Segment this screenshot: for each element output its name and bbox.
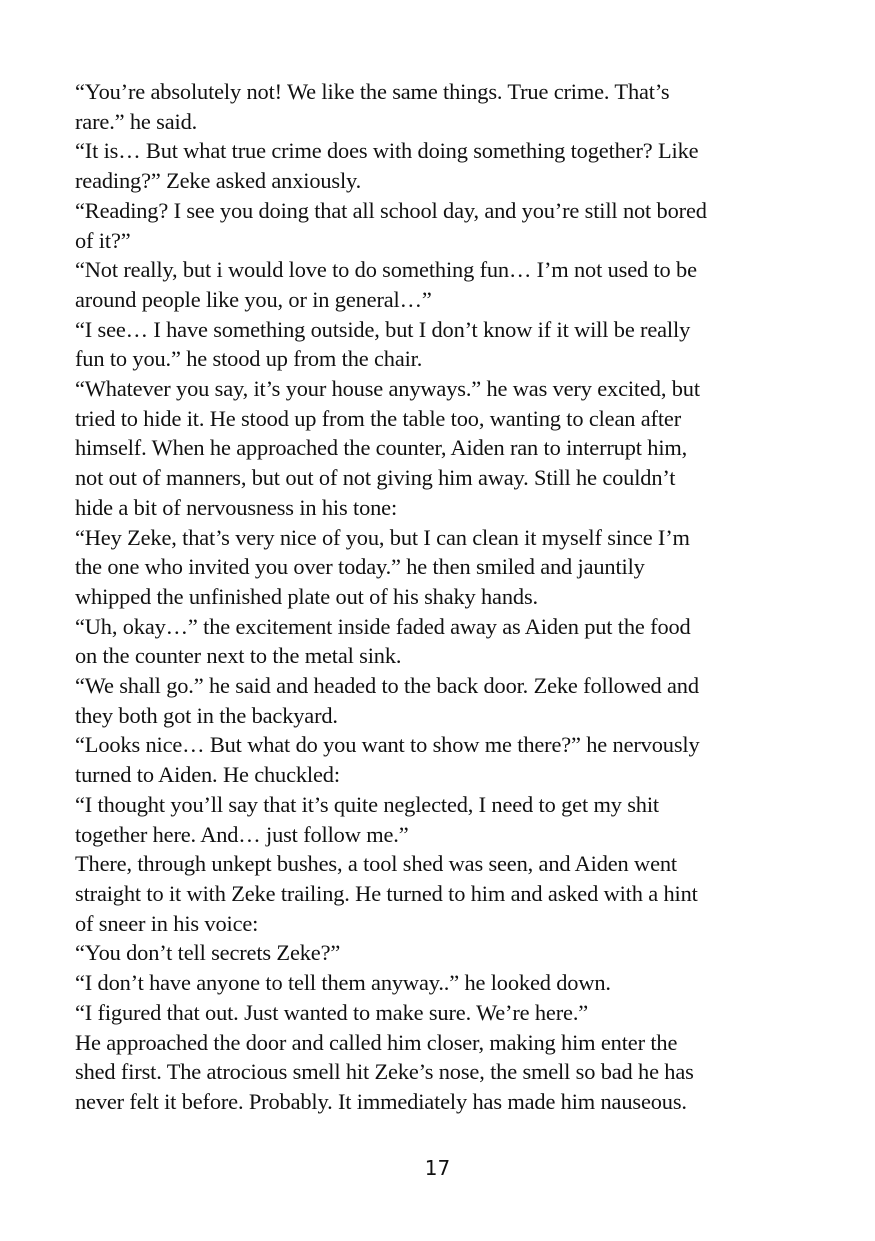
text-line: There, through unkept bushes, a tool shed was seen, and Aiden went [75,851,677,877]
text-line: “I thought you’ll say that it’s quite neglected, I need to get my shit [75,791,659,817]
paragraph [75,315,805,374]
paragraph [75,374,805,523]
paragraph [75,790,805,849]
page-number: 17 [424,1156,451,1180]
text-line: “Whatever you say, it’s your house anyways.” he was very excited, but [75,376,700,402]
text-line: “I figured that out. Just wanted to make sure. We’re here.” [75,999,589,1025]
paragraph [75,1028,805,1117]
text-line: fun to you.” he stood up from the chair. [75,346,423,372]
text-line: the one who invited you over today.” he then smiled and jauntily [75,554,645,580]
body-text [75,77,805,1117]
text-line: “Uh, okay…” the excitement inside faded away as Aiden put the food [75,613,691,639]
text-line: straight to it with Zeke trailing. He turned to him and asked with a hint [75,880,698,906]
text-line: shed first. The atrocious smell hit Zeke’s nose, the smell so bad he has [75,1059,694,1085]
paragraph [75,849,805,938]
text-line: “Not really, but i would love to do something fun… I’m not used to be [75,257,697,283]
text-line: of it?” [75,227,131,253]
paragraph [75,730,805,789]
text-line: “We shall go.” he said and headed to the back door. Zeke followed and [75,673,699,699]
text-line: “Looks nice… But what do you want to show me there?” he nervously [75,732,700,758]
paragraph [75,255,805,314]
text-line: tried to hide it. He stood up from the table too, wanting to clean after [75,405,682,431]
text-line: turned to Aiden. He chuckled: [75,762,340,788]
paragraph [75,938,805,968]
text-line: of sneer in his voice: [75,910,259,936]
text-line: around people like you, or in general…” [75,286,432,312]
text-line: whipped the unfinished plate out of his shaky hands. [75,583,538,609]
text-line: “Reading? I see you doing that all school day, and you’re still not bored [75,197,707,223]
text-line: hide a bit of nervousness in his tone: [75,494,398,520]
paragraph [75,998,805,1028]
text-line: “It is… But what true crime does with doing something together? Like [75,138,699,164]
text-line: “You don’t tell secrets Zeke?” [75,940,341,966]
paragraph [75,136,805,195]
paragraph [75,196,805,255]
text-line: together here. And… just follow me.” [75,821,409,847]
paragraph [75,968,805,998]
text-line: not out of manners, but out of not giving him away. Still he couldn’t [75,465,676,491]
text-line: they both got in the backyard. [75,702,338,728]
text-line: on the counter next to the metal sink. [75,643,402,669]
text-line: “Hey Zeke, that’s very nice of you, but I can clean it myself since I’m [75,524,690,550]
text-line: “You’re absolutely not! We like the same things. True crime. That’s [75,79,670,104]
text-line: never felt it before. Probably. It immediately has made him nauseous. [75,1088,687,1114]
text-line: “I don’t have anyone to tell them anyway..” he looked down. [75,970,611,996]
paragraph [75,671,805,730]
paragraph [75,612,805,671]
text-line: reading?” Zeke asked anxiously. [75,168,362,194]
text-line: He approached the door and called him closer, making him enter the [75,1029,678,1055]
text-line: himself. When he approached the counter, Aiden ran to interrupt him, [75,435,688,461]
paragraph [75,523,805,612]
text-line: rare.” he said. [75,108,198,134]
paragraph [75,77,805,136]
text-line: “I see… I have something outside, but I don’t know if it will be really [75,316,691,342]
